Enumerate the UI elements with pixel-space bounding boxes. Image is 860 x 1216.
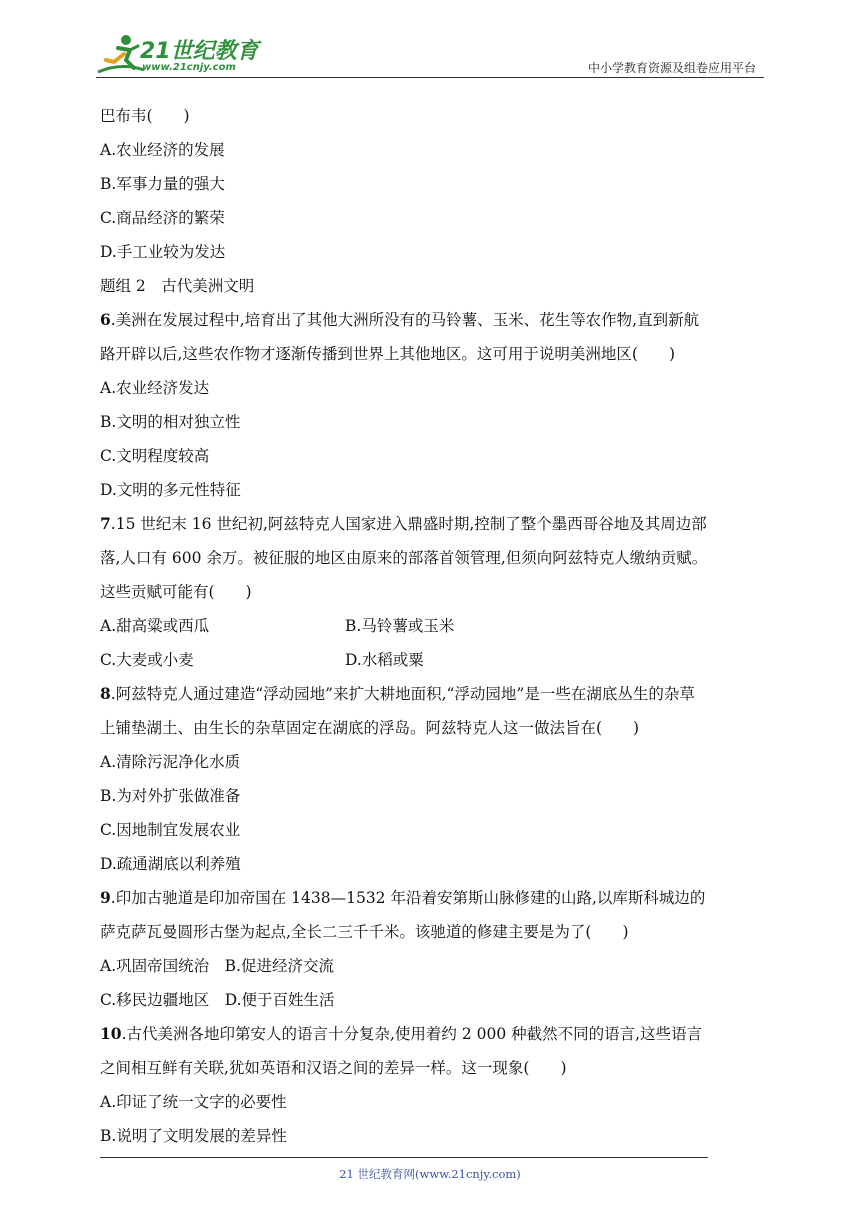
q7-option-c: C.大麦或小麦 — [100, 651, 194, 669]
q6-option-a: A.农业经济发达 — [100, 379, 210, 397]
q5-option-c: C.商品经济的繁荣 — [100, 209, 225, 227]
q6-stem-cont: 路开辟以后,这些农作物才逐渐传播到世界上其他地区。这可用于说明美洲地区( ) — [100, 345, 676, 363]
question-content — [100, 99, 764, 1153]
q8-stem: 8.阿兹特克人通过建造“浮动园地”来扩大耕地面积,“浮动园地”是一些在湖底丛生的杂草 — [100, 684, 695, 703]
q5-stem-end: 巴布韦( ) — [100, 107, 190, 125]
q10-option-b: B.说明了文明发展的差异性 — [100, 1127, 287, 1145]
q7-stem-cont: 落,人口有 600 余万。被征服的地区由原来的部落首领管理,但须向阿兹特克人缴纳贡赋。 — [100, 549, 708, 567]
section-heading: 题组 2 古代美洲文明 — [100, 277, 255, 295]
q7-stem-cont2: 这些贡赋可能有( ) — [100, 583, 252, 601]
q7-option-b: B.马铃薯或玉米 — [345, 617, 455, 635]
q7-number: 7 — [100, 514, 111, 533]
footer-text: 21 世纪教育网(www.21cnjy.com) — [339, 1167, 521, 1181]
logo-url-text: www.21cnjy.com — [142, 62, 236, 73]
q8-option-b: B.为对外扩张做准备 — [100, 787, 241, 805]
q7-options-row2 — [100, 643, 764, 677]
page-header — [96, 30, 764, 82]
q8-option-d: D.疏通湖底以利养殖 — [100, 855, 241, 873]
q6-option-d: D.文明的多元性特征 — [100, 481, 241, 499]
q9-options-row1: A.巩固帝国统治 B.促进经济交流 — [100, 957, 334, 975]
q6-option-c: C.文明程度较高 — [100, 447, 210, 465]
q8-stem-cont: 上铺垫湖土、由生长的杂草固定在湖底的浮岛。阿兹特克人这一做法旨在( ) — [100, 719, 640, 737]
q5-option-a: A.农业经济的发展 — [100, 141, 225, 159]
q9-stem: 9.印加古驰道是印加帝国在 1438—1532 年沿着安第斯山脉修建的山路,以库斯科城边的 — [100, 888, 706, 907]
q6-number: 6 — [100, 310, 111, 329]
q9-options-row2: C.移民边疆地区 D.便于百姓生活 — [100, 991, 335, 1009]
q5-option-d: D.手工业较为发达 — [100, 243, 226, 261]
q7-option-d: D.水稻或粟 — [345, 651, 424, 669]
q10-number: 10 — [100, 1024, 122, 1043]
q6-option-b: B.文明的相对独立性 — [100, 413, 241, 431]
q8-option-c: C.因地制宜发展农业 — [100, 821, 241, 839]
q7-stem: 7.15 世纪末 16 世纪初,阿兹特克人国家进入鼎盛时期,控制了整个墨西哥谷地及其周边部 — [100, 514, 707, 533]
header-divider — [96, 77, 764, 78]
running-figure-icon — [96, 32, 146, 78]
logo-text: 21世纪教育 — [140, 39, 259, 64]
q5-option-b: B.军事力量的强大 — [100, 175, 225, 193]
q9-stem-cont: 萨克萨瓦曼圆形古堡为起点,全长二三千千米。该驰道的修建主要是为了( ) — [100, 923, 629, 941]
footer-divider — [100, 1157, 708, 1158]
q10-option-a: A.印证了统一文字的必要性 — [100, 1093, 287, 1111]
q7-option-a: A.甜高粱或西瓜 — [100, 617, 210, 635]
q7-options-row1 — [100, 609, 764, 643]
q8-option-a: A.清除污泥净化水质 — [100, 753, 241, 771]
q6-stem: 6.美洲在发展过程中,培育出了其他大洲所没有的马铃薯、玉米、花生等农作物,直到新航 — [100, 310, 700, 329]
site-logo — [96, 32, 266, 78]
q8-number: 8 — [100, 684, 111, 703]
platform-name: 中小学教育资源及组卷应用平台 — [587, 61, 756, 75]
q10-stem: 10.古代美洲各地印第安人的语言十分复杂,使用着约 2 000 种截然不同的语言,这些语言 — [100, 1024, 703, 1043]
q9-number: 9 — [100, 888, 111, 907]
q10-stem-cont: 之间相互鲜有关联,犹如英语和汉语之间的差异一样。这一现象( ) — [100, 1059, 567, 1077]
